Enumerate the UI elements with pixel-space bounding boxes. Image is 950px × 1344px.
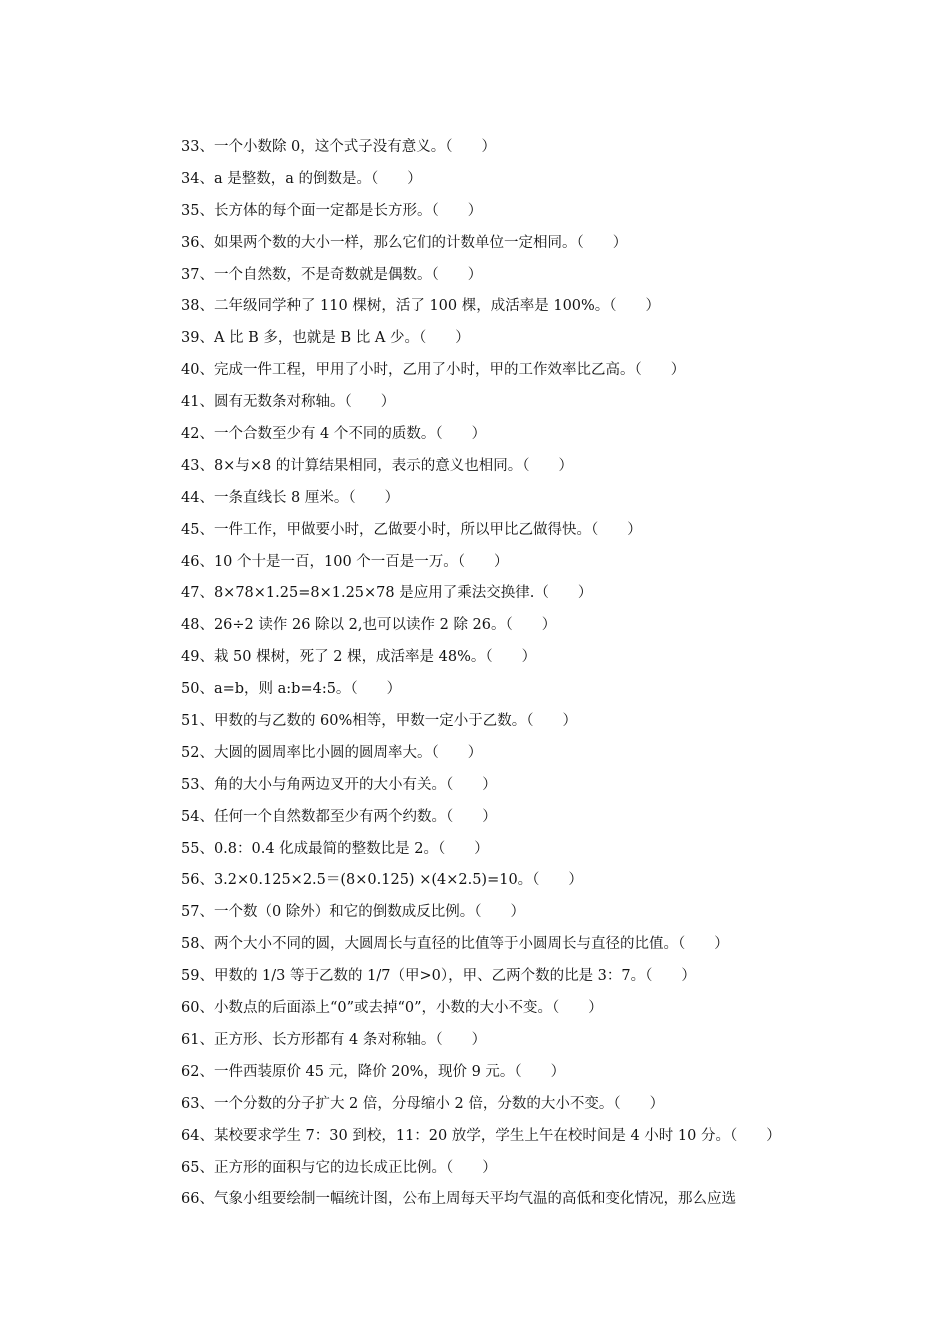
question-item: 46、10 个十是一百，100 个一百是一万。（ ） bbox=[181, 553, 509, 570]
question-item: 62、一件西装原价 45 元，降价 20%，现价 9 元。（ ） bbox=[181, 1063, 566, 1080]
question-item: 35、长方体的每个面一定都是长方形。（ ） bbox=[181, 202, 483, 219]
question-item: 66、气象小组要绘制一幅统计图，公布上周每天平均气温的高低和变化情况，那么应选 bbox=[181, 1191, 736, 1208]
question-item: 55、0.8：0.4 化成最简的整数比是 2。（ ） bbox=[181, 840, 489, 857]
question-item: 63、一个分数的分子扩大 2 倍，分母缩小 2 倍，分数的大小不变。（ ） bbox=[181, 1095, 665, 1112]
question-item: 51、甲数的与乙数的 60%相等，甲数一定小于乙数。（ ） bbox=[181, 713, 578, 730]
question-item: 65、正方形的面积与它的边长成正比例。（ ） bbox=[181, 1159, 497, 1176]
question-item: 45、一件工作，甲做要小时，乙做要小时，所以甲比乙做得快。（ ） bbox=[181, 521, 642, 538]
question-item: 59、甲数的 1/3 等于乙数的 1/7（甲>0），甲、乙两个数的比是 3：7。（ ） bbox=[181, 968, 696, 985]
question-item: 64、某校要求学生 7：30 到校，11：20 放学，学生上午在校时间是 4 小时 10 分。（ ） bbox=[181, 1127, 781, 1144]
question-item: 61、正方形、长方形都有 4 条对称轴。（ ） bbox=[181, 1031, 487, 1048]
question-list bbox=[181, 135, 821, 1219]
question-item: 39、A 比 B 多，也就是 B 比 A 少。（ ） bbox=[181, 330, 470, 347]
question-item: 40、完成一件工程，甲用了小时，乙用了小时，甲的工作效率比乙高。（ ） bbox=[181, 362, 686, 379]
question-item: 47、8×78×1.25=8×1.25×78 是应用了乘法交换律.（ ） bbox=[181, 585, 593, 602]
question-item: 43、8×与×8 的计算结果相同，表示的意义也相同。（ ） bbox=[181, 457, 574, 474]
question-item: 37、一个自然数，不是奇数就是偶数。（ ） bbox=[181, 266, 483, 283]
question-item: 53、角的大小与角两边叉开的大小有关。（ ） bbox=[181, 776, 497, 793]
question-item: 48、26÷2 读作 26 除以 2,也可以读作 2 除 26。（ ） bbox=[181, 617, 557, 634]
question-item: 44、一条直线长 8 厘米。（ ） bbox=[181, 489, 400, 506]
question-item: 38、二年级同学种了 110 棵树，活了 100 棵，成活率是 100%。（ ） bbox=[181, 298, 661, 315]
question-item: 56、3.2×0.125×2.5＝(8×0.125) ×(4×2.5)=10。（ ） bbox=[181, 872, 583, 889]
question-item: 49、栽 50 棵树，死了 2 棵，成活率是 48%。（ ） bbox=[181, 649, 537, 666]
question-item: 34、a 是整数，a 的倒数是。（ ） bbox=[181, 170, 422, 187]
question-item: 54、任何一个自然数都至少有两个约数。（ ） bbox=[181, 808, 497, 825]
question-item: 57、一个数（0 除外）和它的倒数成反比例。（ ） bbox=[181, 904, 526, 921]
question-item: 50、a=b，则 a:b=4:5。（ ） bbox=[181, 681, 402, 698]
question-item: 52、大圆的圆周率比小圆的圆周率大。（ ） bbox=[181, 744, 483, 761]
question-item: 36、如果两个数的大小一样，那么它们的计数单位一定相同。（ ） bbox=[181, 234, 628, 251]
question-item: 42、一个合数至少有 4 个不同的质数。（ ） bbox=[181, 426, 487, 443]
question-item: 41、圆有无数条对称轴。（ ） bbox=[181, 394, 396, 411]
question-item: 60、小数点的后面添上“0”或去掉“0”，小数的大小不变。（ ） bbox=[181, 1000, 603, 1017]
question-item: 33、一个小数除 0，这个式子没有意义。（ ） bbox=[181, 139, 497, 155]
question-item: 58、两个大小不同的圆，大圆周长与直径的比值等于小圆周长与直径的比值。（ ） bbox=[181, 936, 729, 953]
